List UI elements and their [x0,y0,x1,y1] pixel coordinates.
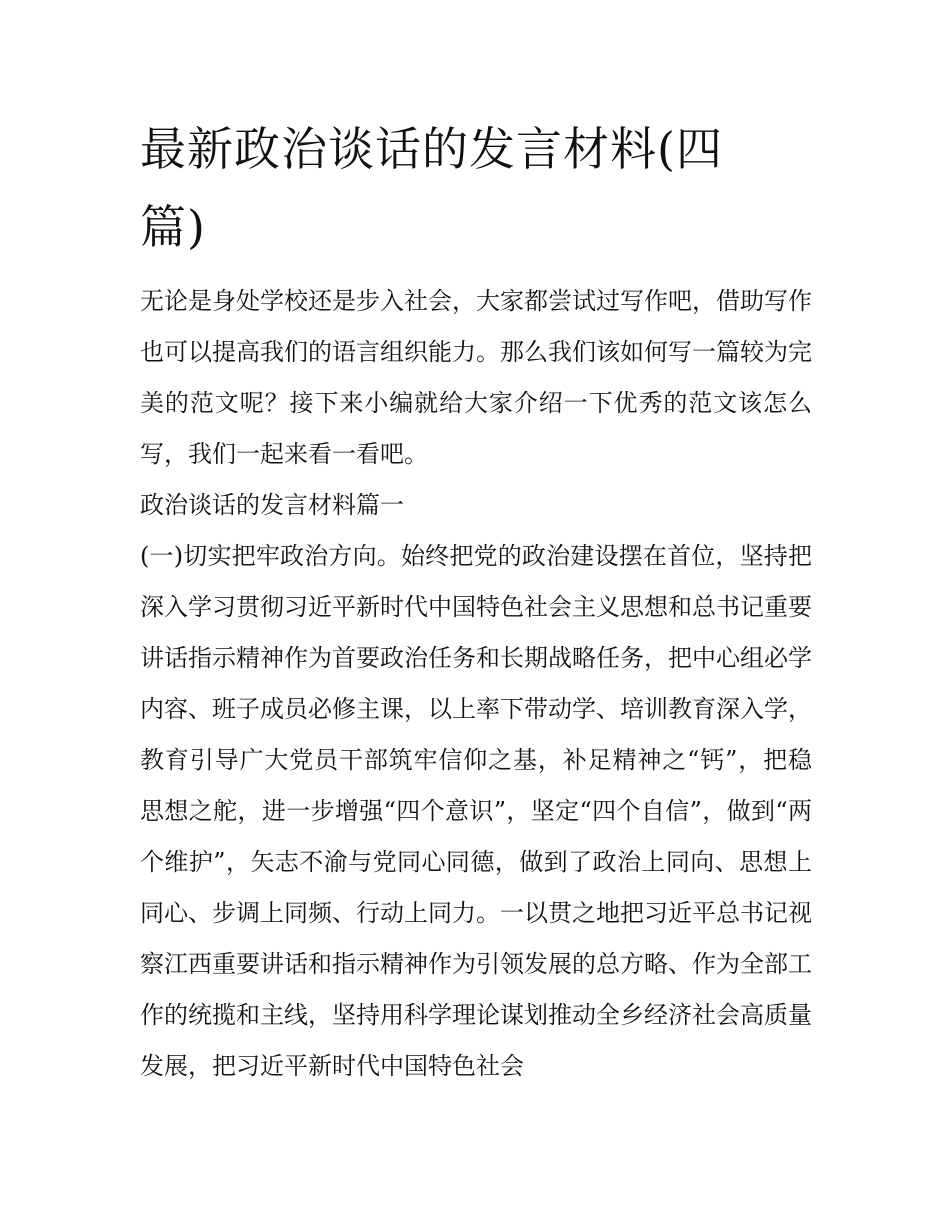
section-heading: 政治谈话的发言材料篇一 [140,491,404,519]
document-content [140,110,812,1092]
document-title: 最新政治谈话的发言材料(四 篇) [140,122,723,254]
intro-paragraph: 无论是身处学校还是步入社会，大家都尝试过写作吧，借助写作也可以提高我们的语言组织能力。那么我们该如何写一篇较为完美的范文呢？接下来小编就给大家介绍一下优秀的范文该怎么写，我们一起来看一看吧。 [140,287,812,468]
body-paragraph: (一)切实把牢政治方向。始终把党的政治建设摆在首位，坚持把深入学习贯彻习近平新时代中国特色社会主义思想和总书记重要讲话指示精神作为首要政治任务和长期战略任务，把中心组必学内容、班子成员必修主课，以上率下带动学、培训教育深入学，教育引导广大党员干部筑牢信仰之基，补足精神之“钙”，把稳思想之舵，进一步增强“四个意识”，坚定“四个自信”，做到“两个维护”，矢志不渝与党同心同德，做到了政治上同向、思想上同心、步调上同频、行动上同力。一以贯之地把习近平总书记视察江西重要讲话和指示精神作为引领发展的总方略、作为全部工作的统揽和主线，坚持用科学理论谋划推动全乡经济社会高质量发展，把习近平新时代中国特色社会 [140,542,812,1080]
